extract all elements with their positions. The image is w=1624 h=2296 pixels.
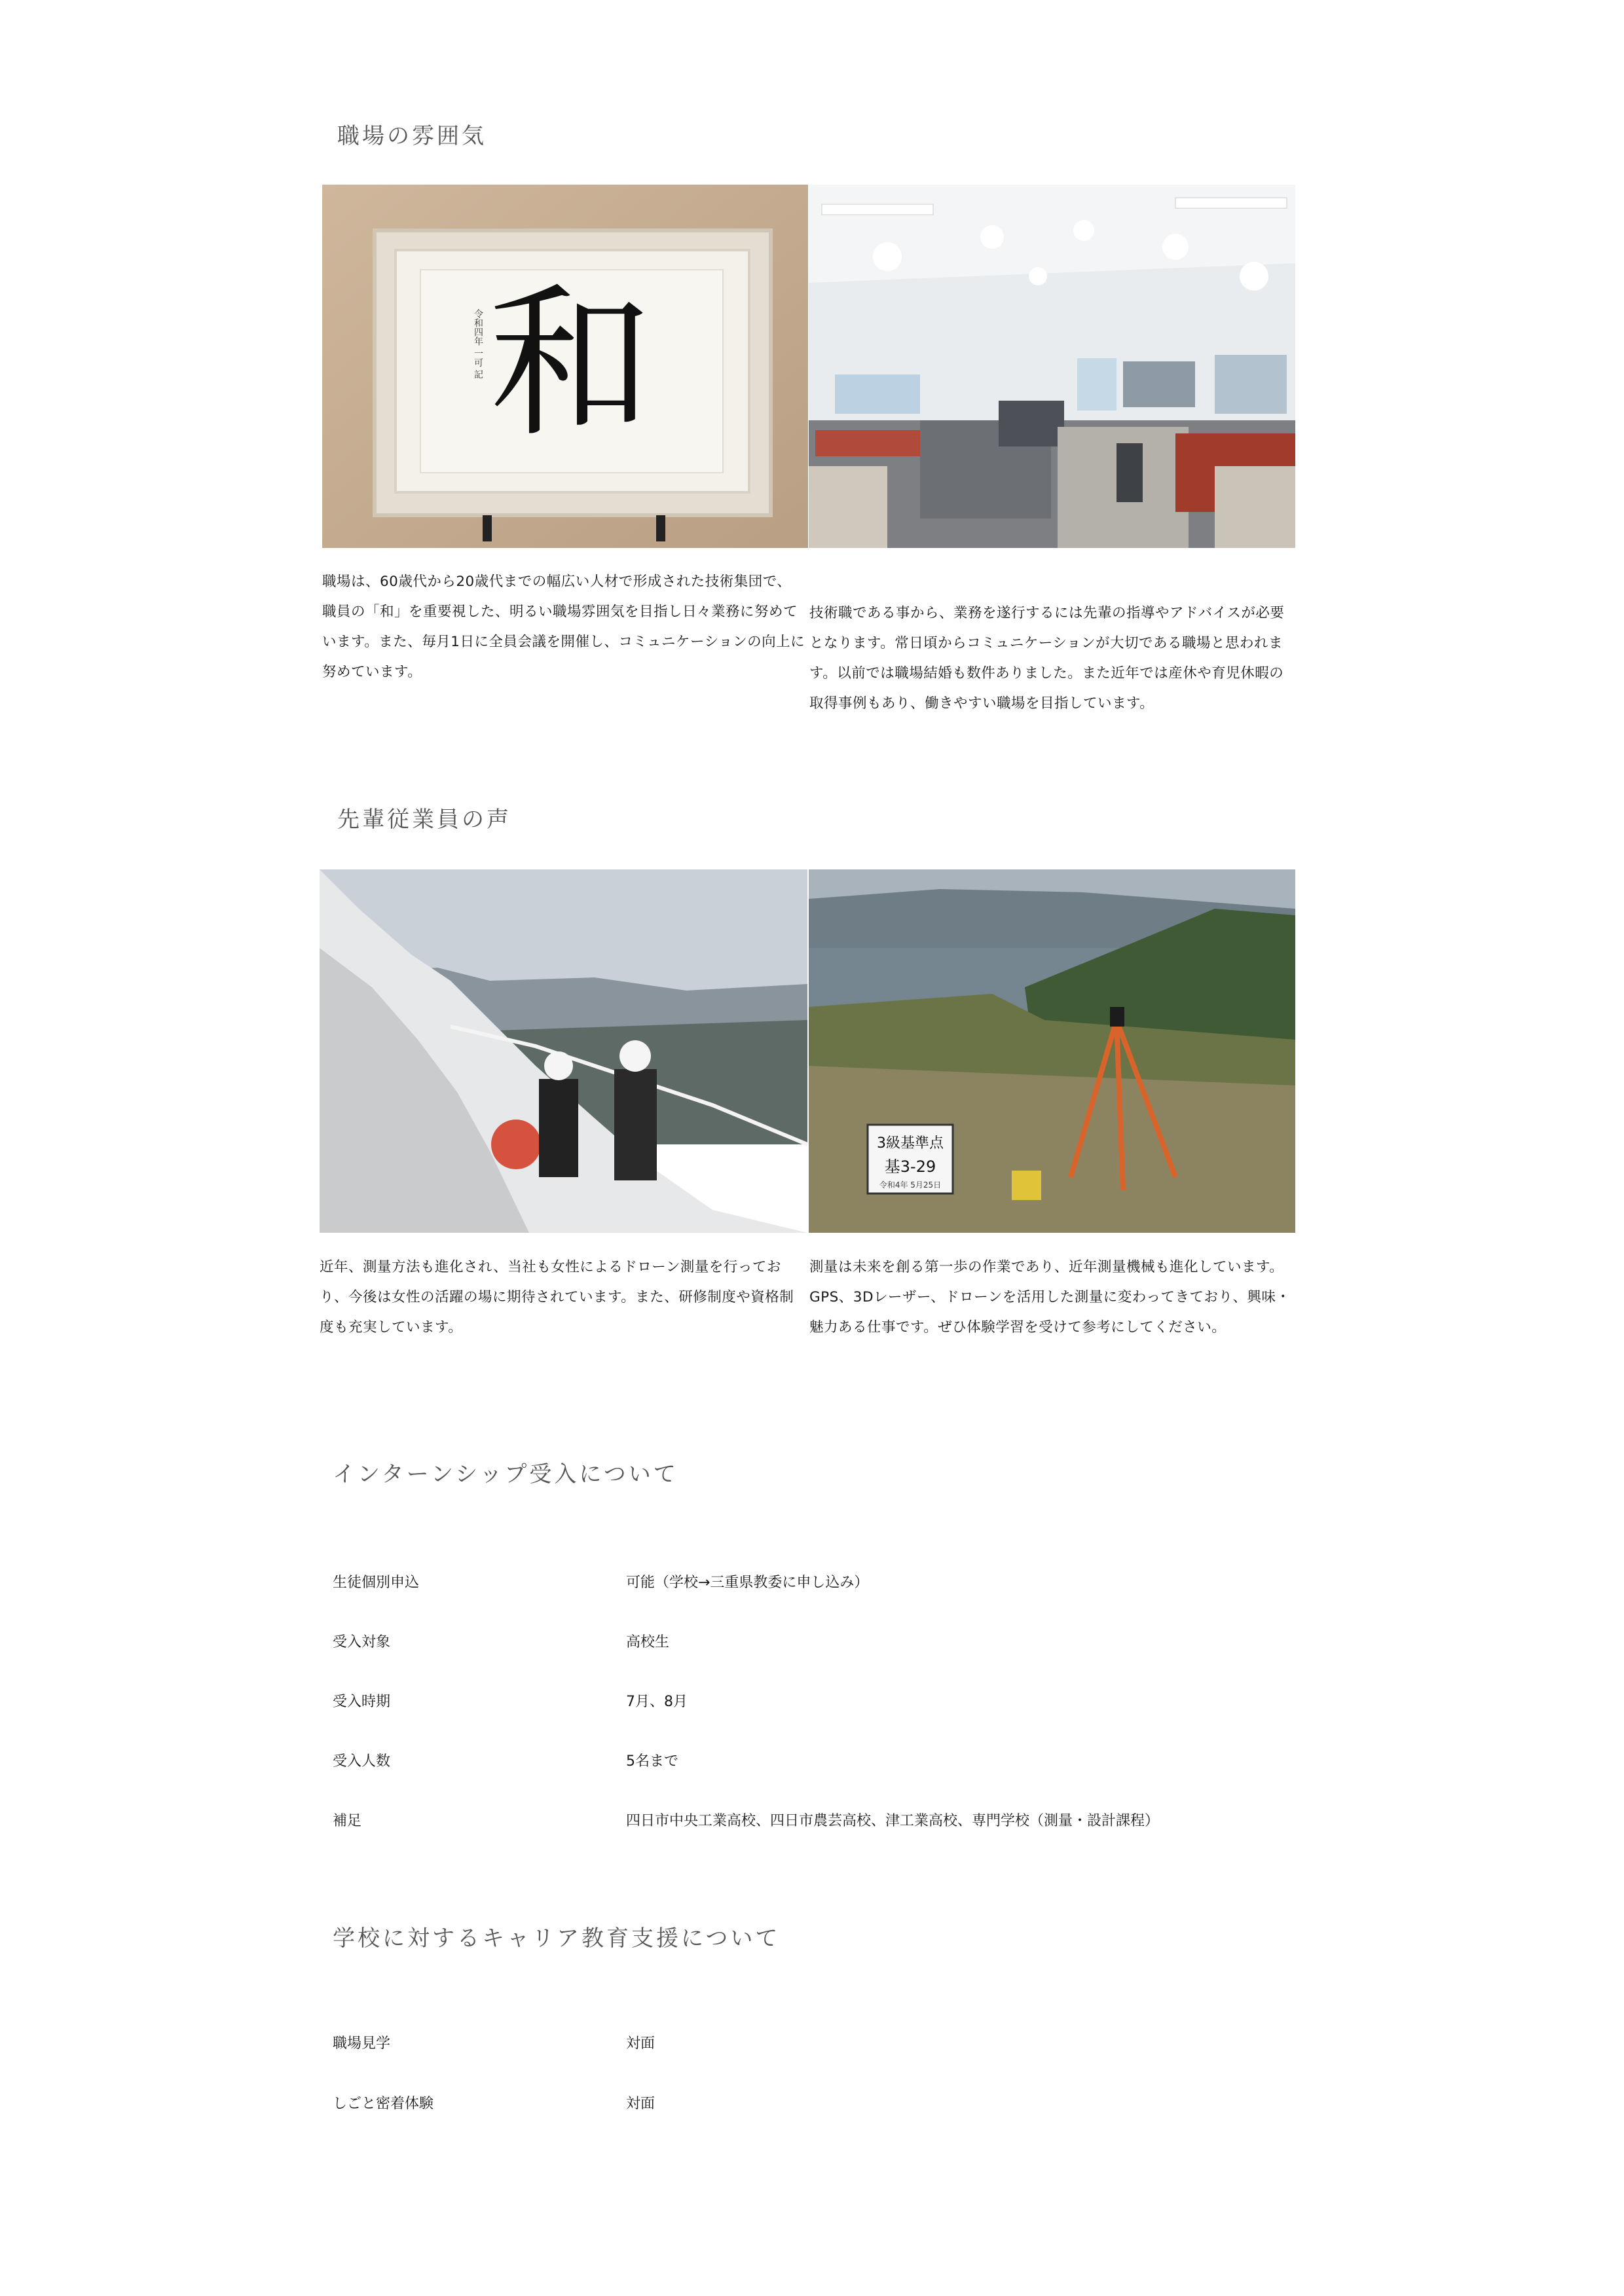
internship-label: 受入時期 — [333, 1694, 391, 1710]
section-heading-internship: インターンシップ受入について — [333, 1461, 678, 1487]
internship-label: 生徒個別申込 — [333, 1575, 420, 1591]
photo-calligraphy-frame — [322, 185, 808, 548]
section-heading-senior-voices: 先輩従業員の声 — [337, 807, 511, 833]
internship-value: 高校生 — [626, 1634, 670, 1650]
internship-label: 補足 — [333, 1813, 362, 1829]
career-value: 対面 — [626, 2035, 655, 2052]
paragraph-senior-left: 近年、測量方法も進化され、当社も女性によるドローン測量を行っており、今後は女性の活躍の場に期待されています。また、研修制度や資格制度も充実しています。 — [320, 1259, 794, 1336]
survey-sign-line2: 基3-29 — [884, 1157, 936, 1176]
internship-label: 受入対象 — [333, 1634, 391, 1650]
calligraphy-character: 和 — [489, 268, 653, 459]
internship-value: 四日市中央工業高校、四日市農芸高校、津工業高校、専門学校（測量・設計課程） — [626, 1813, 1160, 1829]
survey-sign-line3: 令和4年 5月25日 — [879, 1180, 942, 1190]
internship-value: 5名まで — [626, 1753, 678, 1770]
paragraph-workplace-left: 職場は、60歳代から20歳代までの幅広い人材で形成された技術集団で、職員の「和」を重要視した、明るい職場雰囲気を目指し日々業務に努めています。また、毎月1日に全員会議を開催し、コミュニケーションの向上に努めています。 — [322, 574, 805, 680]
internship-value: 7月、8月 — [626, 1694, 688, 1710]
photo-snowy-mountain-survey — [320, 869, 807, 1233]
calligraphy-caption: 令和四年 一可 記 — [473, 309, 483, 379]
section-heading-workplace: 職場の雰囲気 — [337, 123, 487, 149]
career-label: しごと密着体験 — [333, 2096, 434, 2112]
career-value: 対面 — [626, 2096, 655, 2112]
survey-sign-line1: 3級基準点 — [877, 1135, 944, 1152]
internship-value: 可能（学校→三重県教委に申し込み） — [626, 1575, 869, 1591]
photo-survey-tripod — [809, 869, 1295, 1233]
career-label: 職場見学 — [333, 2035, 391, 2052]
paragraph-senior-right: 測量は未来を創る第一歩の作業であり、近年測量機械も進化しています。GPS、3Dレーザー、ドローンを活用した測量に変わってきており、興味・魅力ある仕事です。ぜひ体験学習を受けて参考にしてください。 — [809, 1259, 1291, 1336]
photo-office-interior — [809, 185, 1295, 548]
internship-label: 受入人数 — [333, 1753, 391, 1770]
section-heading-career-support: 学校に対するキャリア教育支援について — [333, 1925, 781, 1952]
paragraph-workplace-right: 技術職である事から、業務を遂行するには先輩の指導やアドバイスが必要となります。常日頃からコミュニケーションが大切である職場と思われます。以前では職場結婚も数件ありました。また近年では産休や育児休暇の取得事例もあり、働きやすい職場を目指しています。 — [809, 605, 1285, 712]
